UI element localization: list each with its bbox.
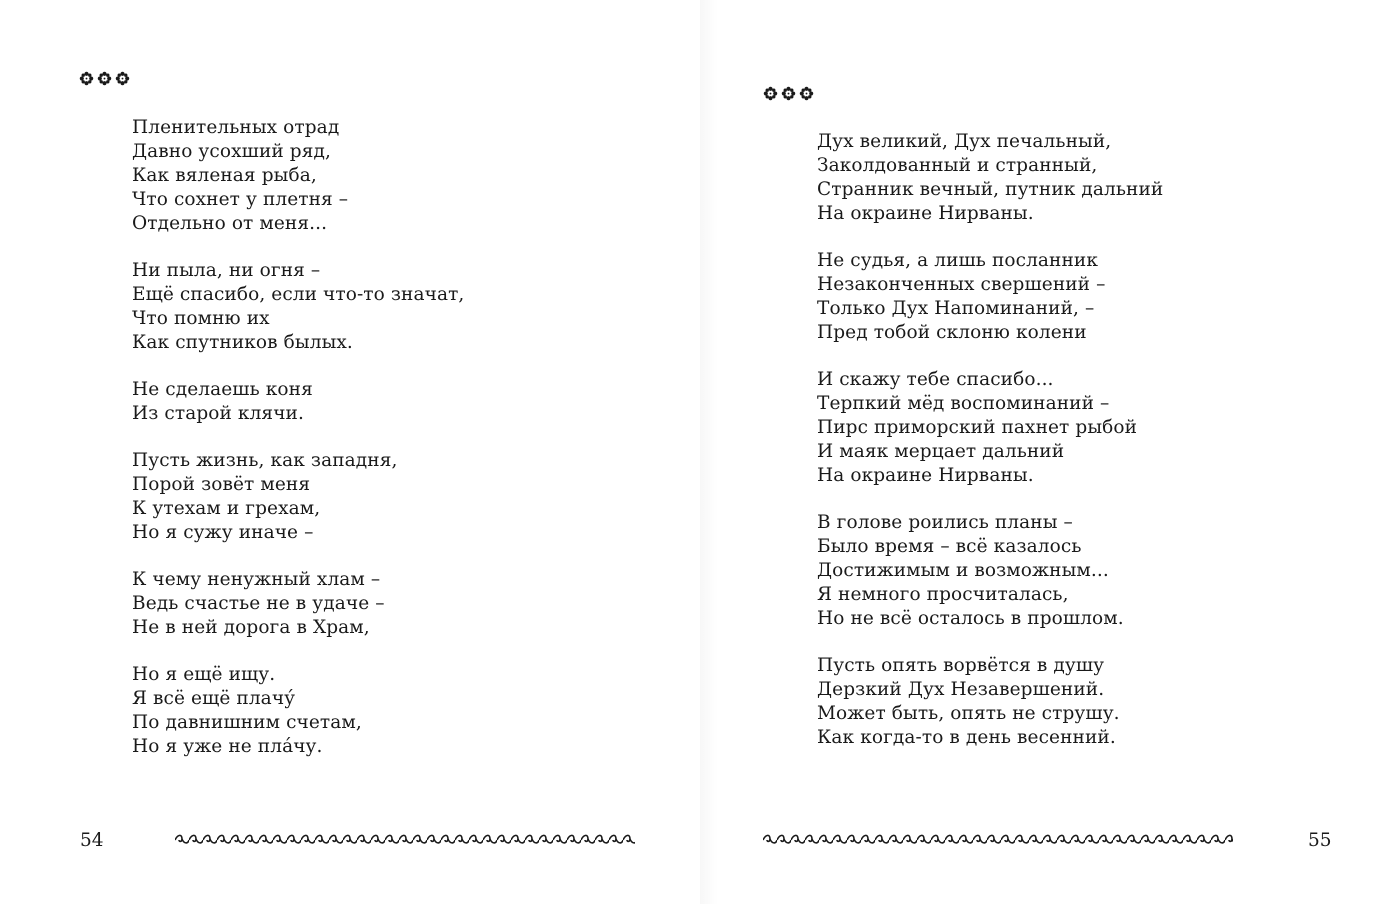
page-number: 55 xyxy=(1308,830,1332,851)
poem-line: Но не всё осталось в прошлом. xyxy=(817,608,1124,629)
flower-icon xyxy=(115,71,130,86)
poem-line: На окраине Нирваны. xyxy=(817,465,1034,486)
flower-icon xyxy=(799,86,814,101)
poem-line: Не сделаешь коня xyxy=(132,379,313,400)
poem-line: Я всё ещё плачу́ xyxy=(132,688,296,709)
poem-line: Терпкий мёд воспоминаний – xyxy=(817,393,1110,414)
poem-line: Может быть, опять не струшу. xyxy=(817,703,1120,724)
stanza xyxy=(817,654,1163,750)
stanza xyxy=(817,511,1163,631)
poem-line: Порой зовёт меня xyxy=(132,474,311,495)
poem-line: На окраине Нирваны. xyxy=(817,203,1034,224)
poem-line: Странник вечный, путник дальний xyxy=(817,179,1164,200)
poem-line: И маяк мерцает дальний xyxy=(817,441,1065,462)
poem-line: Пред тобой склоню колени xyxy=(817,322,1087,343)
poem-line: Дерзкий Дух Незавершений. xyxy=(817,679,1105,700)
page-number: 54 xyxy=(80,830,104,851)
poem-line: Но я ещё ищу. xyxy=(132,664,276,685)
poem-text xyxy=(132,116,464,782)
stanza xyxy=(132,116,464,236)
flower-ornament-icon xyxy=(763,86,814,101)
poem-line: Отдельно от меня... xyxy=(132,213,328,234)
flower-icon xyxy=(781,86,796,101)
poem-line: Ещё спасибо, если что-то значат, xyxy=(132,284,465,305)
poem-line: Что помню их xyxy=(132,308,270,329)
poem-line: И скажу тебе спасибо... xyxy=(817,369,1054,390)
stanza xyxy=(132,663,464,759)
poem-line: Не судья, а лишь посланник xyxy=(817,250,1099,271)
poem-line: Что сохнет у плетня – xyxy=(132,189,349,210)
poem-line: Как вяленая рыба, xyxy=(132,165,317,186)
poem-line: Не в ней дорога в Храм, xyxy=(132,617,370,638)
poem-line: Как когда-то в день весенний. xyxy=(817,727,1116,748)
poem-line: К утехам и грехам, xyxy=(132,498,321,519)
poem-line: Достижимым и возможным... xyxy=(817,560,1109,581)
poem-line: Из старой клячи. xyxy=(132,403,304,424)
poem-line: Незаконченных свершений – xyxy=(817,274,1106,295)
flower-icon xyxy=(97,71,112,86)
poem-line: Но я уже не пла́чу. xyxy=(132,736,323,757)
poem-line: К чему ненужный хлам – xyxy=(132,569,381,590)
poem-line: Пленительных отрад xyxy=(132,117,340,138)
stanza xyxy=(132,449,464,545)
wave-border-ornament xyxy=(763,831,1233,847)
stanza xyxy=(817,249,1163,345)
right-page xyxy=(700,0,1400,904)
poem-line: Давно усохший ряд, xyxy=(132,141,331,162)
flower-icon xyxy=(79,71,94,86)
poem-line: Пусть жизнь, как западня, xyxy=(132,450,398,471)
flower-ornament-icon xyxy=(79,71,130,86)
poem-line: Но я сужу иначе – xyxy=(132,522,314,543)
poem-line: Я немного просчиталась, xyxy=(817,584,1069,605)
poem-line: Ни пыла, ни огня – xyxy=(132,260,321,281)
poem-line: Пусть опять ворвётся в душу xyxy=(817,655,1105,676)
poem-line: Заколдованный и странный, xyxy=(817,155,1098,176)
poem-line: По давнишним счетам, xyxy=(132,712,362,733)
poem-line: Дух великий, Дух печальный, xyxy=(817,131,1112,152)
stanza xyxy=(817,130,1163,226)
poem-line: Ведь счастье не в удаче – xyxy=(132,593,385,614)
poem-line: Как спутников былых. xyxy=(132,332,353,353)
poem-line: Пирс приморский пахнет рыбой xyxy=(817,417,1138,438)
poem-text xyxy=(817,130,1163,773)
poem-line: Только Дух Напоминаний, – xyxy=(817,298,1095,319)
stanza xyxy=(132,378,464,426)
poem-line: Было время – всё казалось xyxy=(817,536,1082,557)
stanza xyxy=(817,368,1163,488)
stanza xyxy=(132,259,464,355)
stanza xyxy=(132,568,464,640)
flower-icon xyxy=(763,86,778,101)
wave-border-ornament xyxy=(175,831,635,847)
poem-line: В голове роились планы – xyxy=(817,512,1073,533)
